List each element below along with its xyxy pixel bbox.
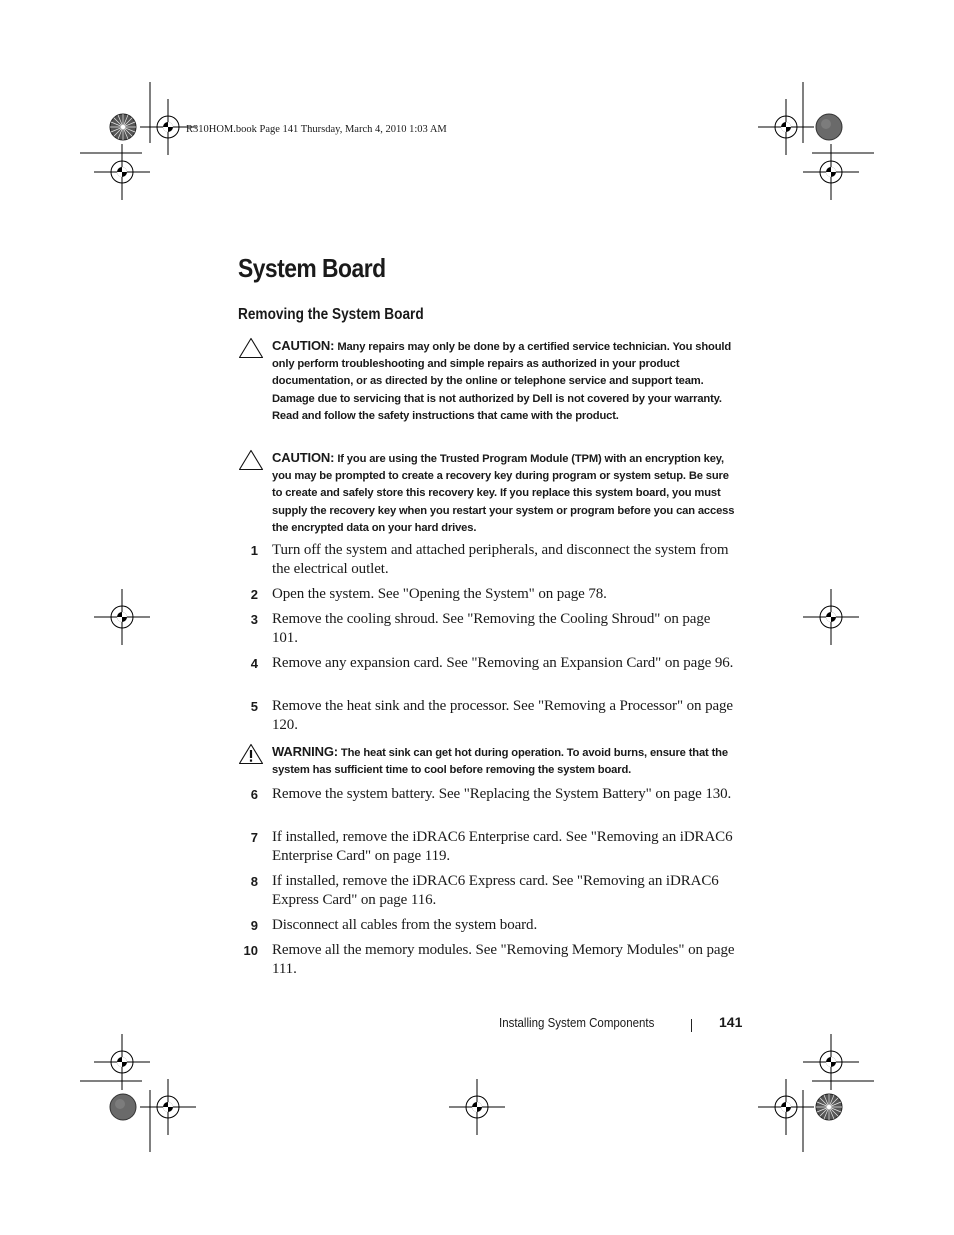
- footer-divider: [691, 1019, 692, 1032]
- step-number: 9: [250, 918, 258, 933]
- step-text: If installed, remove the iDRAC6 Enterprise card. See "Removing an iDRAC6 Enterprise Card" on page 119.: [272, 829, 733, 864]
- step-number: 5: [250, 699, 258, 714]
- caution-notice: [238, 337, 738, 425]
- list-item: [238, 828, 738, 866]
- list-item: [238, 916, 738, 935]
- step-text: Open the system. See "Opening the System" on page 78.: [272, 586, 607, 602]
- caution-body: If you are using the Trusted Program Module (TPM) with an encryption key, you may be prompted to create a recovery key during program or system setup. Be sure to create and safely store this recovery key. If you replace this system board, you must supply the recovery key when you restart your system or program before you can access the encrypted data on your hard drives.: [272, 453, 735, 534]
- warning-triangle-icon: [238, 743, 264, 765]
- list-item: [238, 585, 738, 604]
- step-number: 8: [250, 874, 258, 889]
- step-text: Turn off the system and attached peripherals, and disconnect the system from the electrical outlet.: [272, 542, 729, 577]
- step-text: Remove all the memory modules. See "Removing Memory Modules" on page 111.: [272, 942, 735, 977]
- step-number: 4: [250, 656, 258, 671]
- list-item: [238, 697, 738, 735]
- list-item: [238, 872, 738, 910]
- caution-body: Many repairs may only be done by a certified service technician. You should only perform troubleshooting and simple repairs as authorized in your product documentation, or as directed by the online or telephone service and support team. Damage due to servicing that is not authorized by Dell is not covered by your warranty. Read and follow the safety instructions that came with the product.: [272, 341, 732, 422]
- section-title: Removing the System Board: [238, 306, 424, 323]
- caution-text: [272, 337, 738, 425]
- list-item: [238, 654, 738, 673]
- page-title: System Board: [238, 253, 386, 283]
- caution-triangle-icon: [238, 337, 264, 359]
- step-text: Disconnect all cables from the system board.: [272, 917, 538, 933]
- caution-label: CAUTION:: [272, 338, 335, 353]
- caution-label: CAUTION:: [272, 450, 335, 465]
- list-item: [238, 541, 738, 579]
- step-number: 7: [250, 830, 258, 845]
- book-info: R310HOM.book Page 141 Thursday, March 4, 2010 1:03 AM: [186, 124, 447, 135]
- caution-triangle-icon: [238, 449, 264, 471]
- list-item: [238, 941, 738, 979]
- list-item: [238, 610, 738, 648]
- step-text: Remove the cooling shroud. See "Removing the Cooling Shroud" on page 101.: [272, 611, 711, 646]
- caution-text: [272, 449, 738, 537]
- step-number: 10: [243, 943, 258, 958]
- list-item: [238, 785, 738, 804]
- step-text: If installed, remove the iDRAC6 Express card. See "Removing an iDRAC6 Express Card" on page 116.: [272, 873, 719, 908]
- step-number: 3: [250, 612, 258, 627]
- warning-notice: [238, 743, 738, 779]
- step-text: Remove the system battery. See "Replacing the System Battery" on page 130.: [272, 786, 732, 802]
- page-number: 141: [719, 1014, 743, 1030]
- step-text: Remove any expansion card. See "Removing an Expansion Card" on page 96.: [272, 655, 734, 671]
- warning-text: [272, 743, 738, 779]
- warning-body: The heat sink can get hot during operation. To avoid burns, ensure that the system has sufficient time to cool before removing the system board.: [272, 747, 728, 777]
- warning-label: WARNING:: [272, 744, 338, 759]
- footer-section-title: Installing System Components: [499, 1016, 655, 1030]
- step-number: 1: [250, 543, 258, 558]
- step-number: 6: [250, 787, 258, 802]
- step-text: Remove the heat sink and the processor. See "Removing a Processor" on page 120.: [272, 698, 733, 733]
- step-number: 2: [250, 587, 258, 602]
- caution-notice: [238, 449, 738, 537]
